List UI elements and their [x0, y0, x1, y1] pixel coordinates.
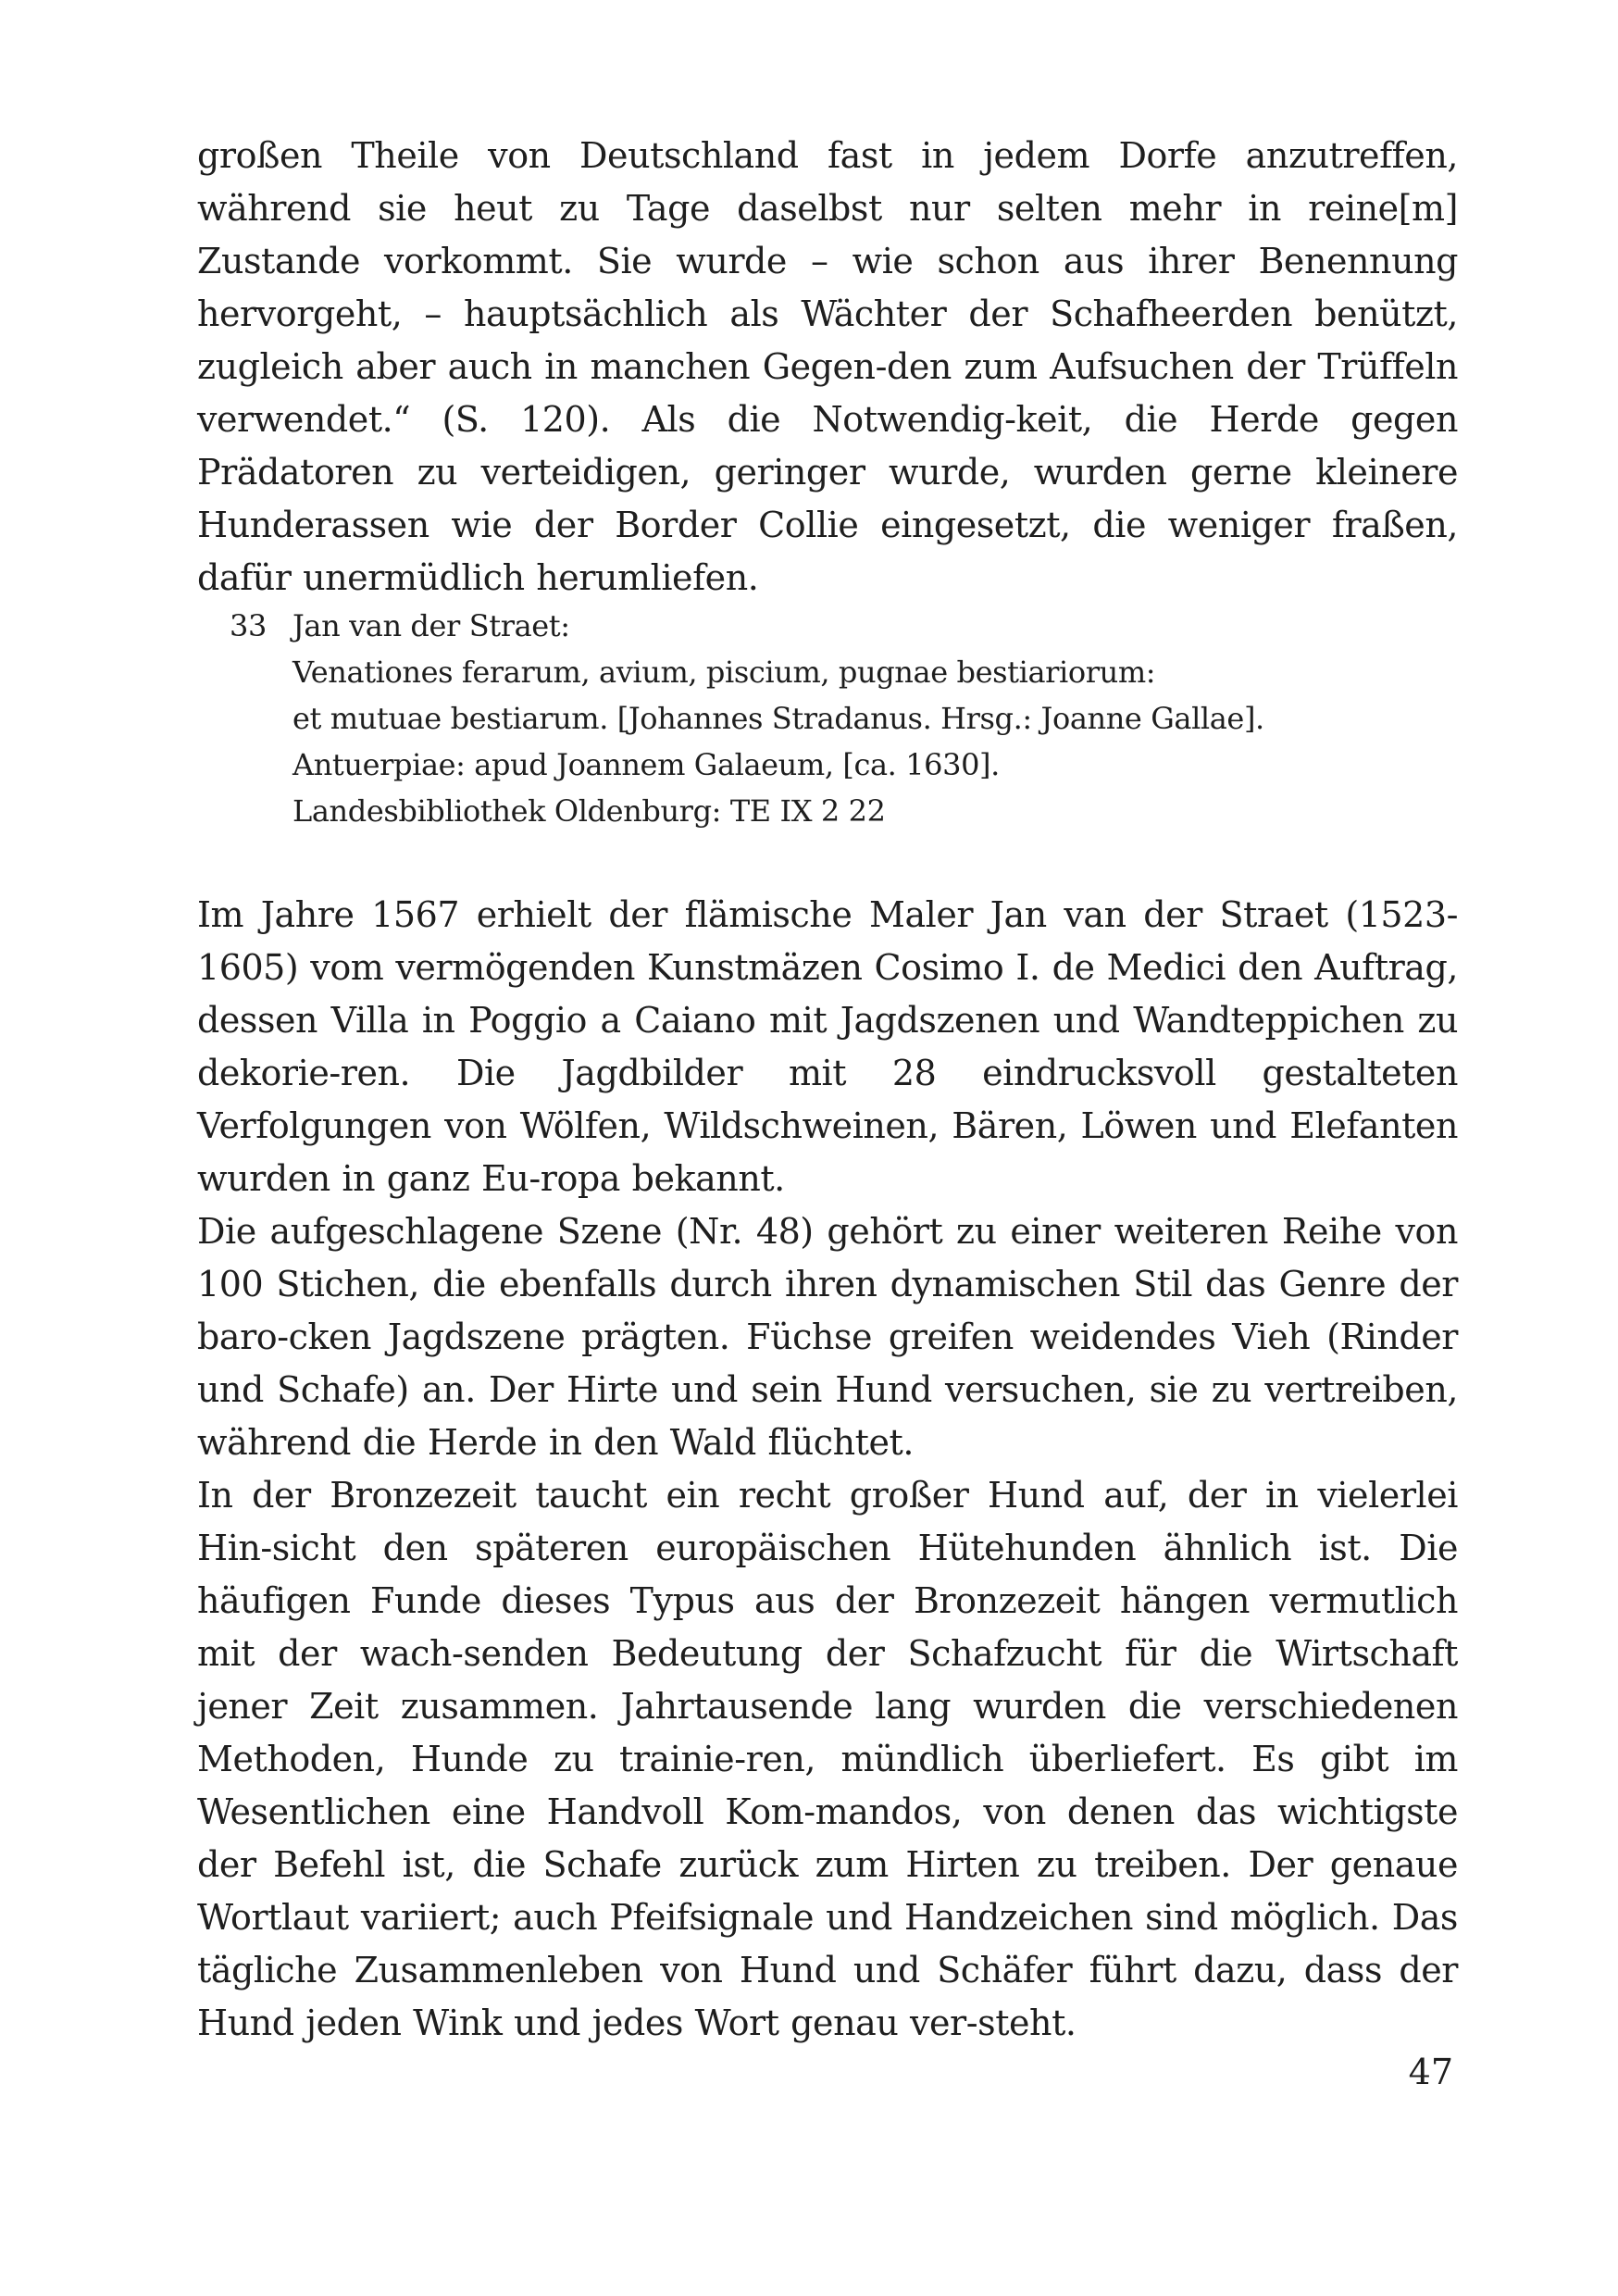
paragraph: Die aufgeschlagene Szene (Nr. 48) gehört zu einer weiteren Reihe von 100 Stichen, die ebenfalls durch ihren dynamischen Stil das Genre der baro-cken Jagdszene prägten. Füchse greifen weidendes Vieh (Rinder und Schafe) an. Der Hirte und sein Hund versuchen, sie zu vertreiben, während die Herde in den Wald flüchtet. [197, 1211, 1458, 1463]
paragraph: Im Jahre 1567 erhielt der flämische Maler Jan van der Straet (1523-1605) vom vermögenden Kunstmäzen Cosimo I. de Medici den Auftrag, dessen Villa in Poggio a Caiano mit Jagdszenen und Wandteppichen zu dekorie-ren. Die Jagdbilder mit 28 eindrucksvoll gestalteten Verfolgungen von Wölfen, Wildschweinen, Bären, Löwen und Elefanten wurden in ganz Eu-ropa bekannt. [197, 894, 1458, 1199]
caption-line-title: Venationes ferarum, avium, piscium, pugnae bestiariorum: [292, 655, 1156, 690]
caption-text [292, 603, 1338, 834]
body-text-main [197, 889, 1458, 2050]
caption-line-imprint: Antuerpiae: apud Joannem Galaeum, [ca. 1630]. [292, 747, 1000, 782]
caption-line-shelfmark: Landesbibliothek Oldenburg: TE IX 2 22 [292, 793, 886, 829]
paragraph: großen Theile von Deutschland fast in jedem Dorfe anzutreffen, während sie heut zu Tage daselbst nur selten mehr in reine[m] Zustande vorkommt. Sie wurde – wie schon aus ihrer Benennung hervorgeht, – hauptsächlich als Wächter der Schafheerden benützt, zugleich aber auch in manchen Gegen-den zum Aufsuchen der Trüffeln verwendet.“ (S. 120). Als die Notwendig-keit, die Herde gegen Prädatoren zu verteidigen, geringer wurde, wurden gerne kleinere Hunderassen wie der Border Collie eingesetzt, die weniger fraßen, dafür unermüdlich herumliefen. [197, 135, 1458, 598]
caption-number: 33 [230, 608, 267, 643]
page-number: 47 [1408, 2052, 1453, 2092]
paragraph: In der Bronzezeit taucht ein recht großer Hund auf, der in vielerlei Hin-sicht den späteren europäischen Hütehunden ähnlich ist. Die häufigen Funde dieses Typus aus der Bronzezeit hängen vermutlich mit der wach-senden Bedeutung der Schafzucht für die Wirtschaft jener Zeit zusammen. Jahrtausende lang wurden die verschiedenen Methoden, Hunde zu trainie-ren, mündlich überliefert. Es gibt im Wesentlichen eine Handvoll Kom-mandos, von denen das wichtigste der Befehl ist, die Schafe zurück zum Hirten zu treiben. Der genaue Wortlaut variiert; auch Pfeifsignale und Handzeichen sind möglich. Das tägliche Zusammenleben von Hund und Schäfer führt dazu, dass der Hund jeden Wink und jedes Wort genau ver-steht. [197, 1475, 1458, 2043]
caption-line-title-cont: et mutuae bestiarum. [Johannes Stradanus. Hrsg.: Joanne Gallae]. [292, 701, 1264, 736]
body-text-top [197, 130, 1458, 605]
caption-line-author: Jan van der Straet: [292, 608, 570, 643]
